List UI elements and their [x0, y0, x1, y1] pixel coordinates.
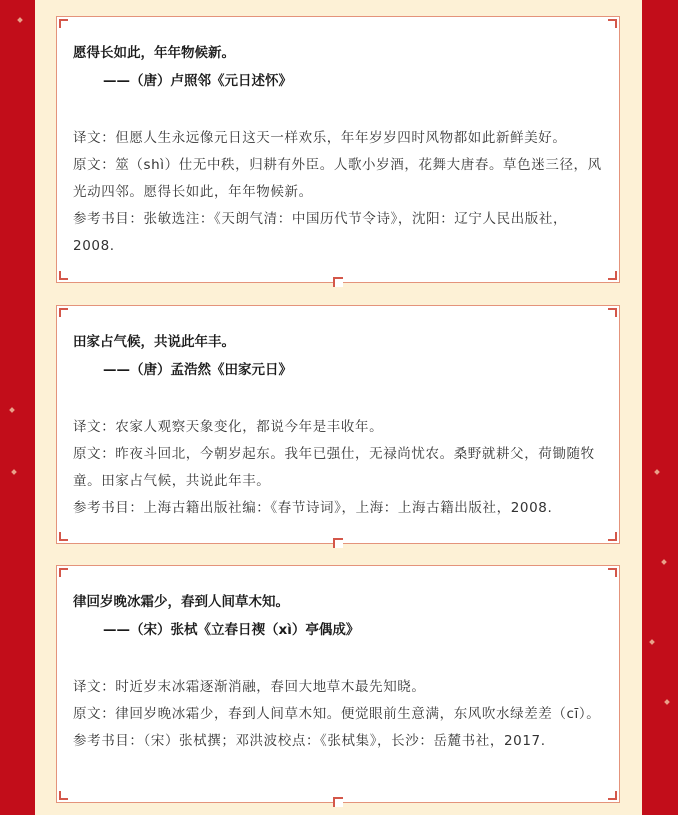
- bottom-ornament: [333, 277, 343, 287]
- sparkle-decoration: [654, 469, 660, 475]
- sparkle-decoration: [17, 17, 23, 23]
- poem-attribution: ——（宋）张栻《立春日禊（xì）亭偶成》: [103, 622, 360, 638]
- sparkle-decoration: [649, 639, 655, 645]
- poem-card: [56, 305, 620, 544]
- original-text: 原文：筮（shì）仕无中秩，归耕有外臣。人歌小岁酒，花舞大唐春。草色迷三径，风光动四邻。愿得长如此，年年物候新。: [73, 157, 602, 200]
- reference-text: 参考书目：上海古籍出版社编：《春节诗词》，上海：上海古籍出版社，2008.: [73, 500, 553, 516]
- corner-ornament: [59, 532, 68, 541]
- sparkle-decoration: [661, 559, 667, 565]
- bottom-ornament: [333, 797, 343, 807]
- poem-line: 律回岁晚冰霜少，春到人间草木知。: [73, 594, 289, 610]
- corner-ornament: [59, 308, 68, 317]
- corner-ornament: [59, 19, 68, 28]
- poem-attribution: ——（唐）孟浩然《田家元日》: [103, 362, 292, 378]
- sparkle-decoration: [9, 407, 15, 413]
- corner-ornament: [608, 19, 617, 28]
- reference-text: 参考书目：张敏选注：《天朗气清：中国历代节令诗》，沈阳：辽宁人民出版社，2008.: [73, 211, 568, 254]
- corner-ornament: [608, 568, 617, 577]
- corner-ornament: [608, 308, 617, 317]
- original-text: 原文：昨夜斗回北，今朝岁起东。我年已强仕，无禄尚忧农。桑野就耕父，荷锄随牧童。田家占气候，共说此年丰。: [73, 446, 595, 489]
- poem-line: 田家占气候，共说此年丰。: [73, 334, 235, 350]
- poem-attribution: ——（唐）卢照邻《元日述怀》: [103, 73, 292, 89]
- corner-ornament: [608, 271, 617, 280]
- translation-text: 译文：时近岁末冰霜逐渐消融，春回大地草木最先知晓。: [73, 679, 426, 695]
- poem-card: [56, 565, 620, 803]
- corner-ornament: [608, 532, 617, 541]
- corner-ornament: [608, 791, 617, 800]
- corner-ornament: [59, 271, 68, 280]
- translation-text: 译文：农家人观察天象变化，都说今年是丰收年。: [73, 419, 384, 435]
- corner-ornament: [59, 791, 68, 800]
- poem-card: [56, 16, 620, 283]
- translation-text: 译文：但愿人生永远像元日这天一样欢乐，年年岁岁四时风物都如此新鲜美好。: [73, 130, 567, 146]
- sparkle-decoration: [11, 469, 17, 475]
- poem-line: 愿得长如此，年年物候新。: [73, 45, 235, 61]
- original-text: 原文：律回岁晚冰霜少，春到人间草木知。便觉眼前生意满，东风吹水绿差差（cī）。: [73, 706, 601, 722]
- reference-text: 参考书目：（宋）张栻撰；邓洪波校点：《张栻集》，长沙：岳麓书社，2017.: [73, 733, 546, 749]
- sparkle-decoration: [664, 699, 670, 705]
- corner-ornament: [59, 568, 68, 577]
- bottom-ornament: [333, 538, 343, 548]
